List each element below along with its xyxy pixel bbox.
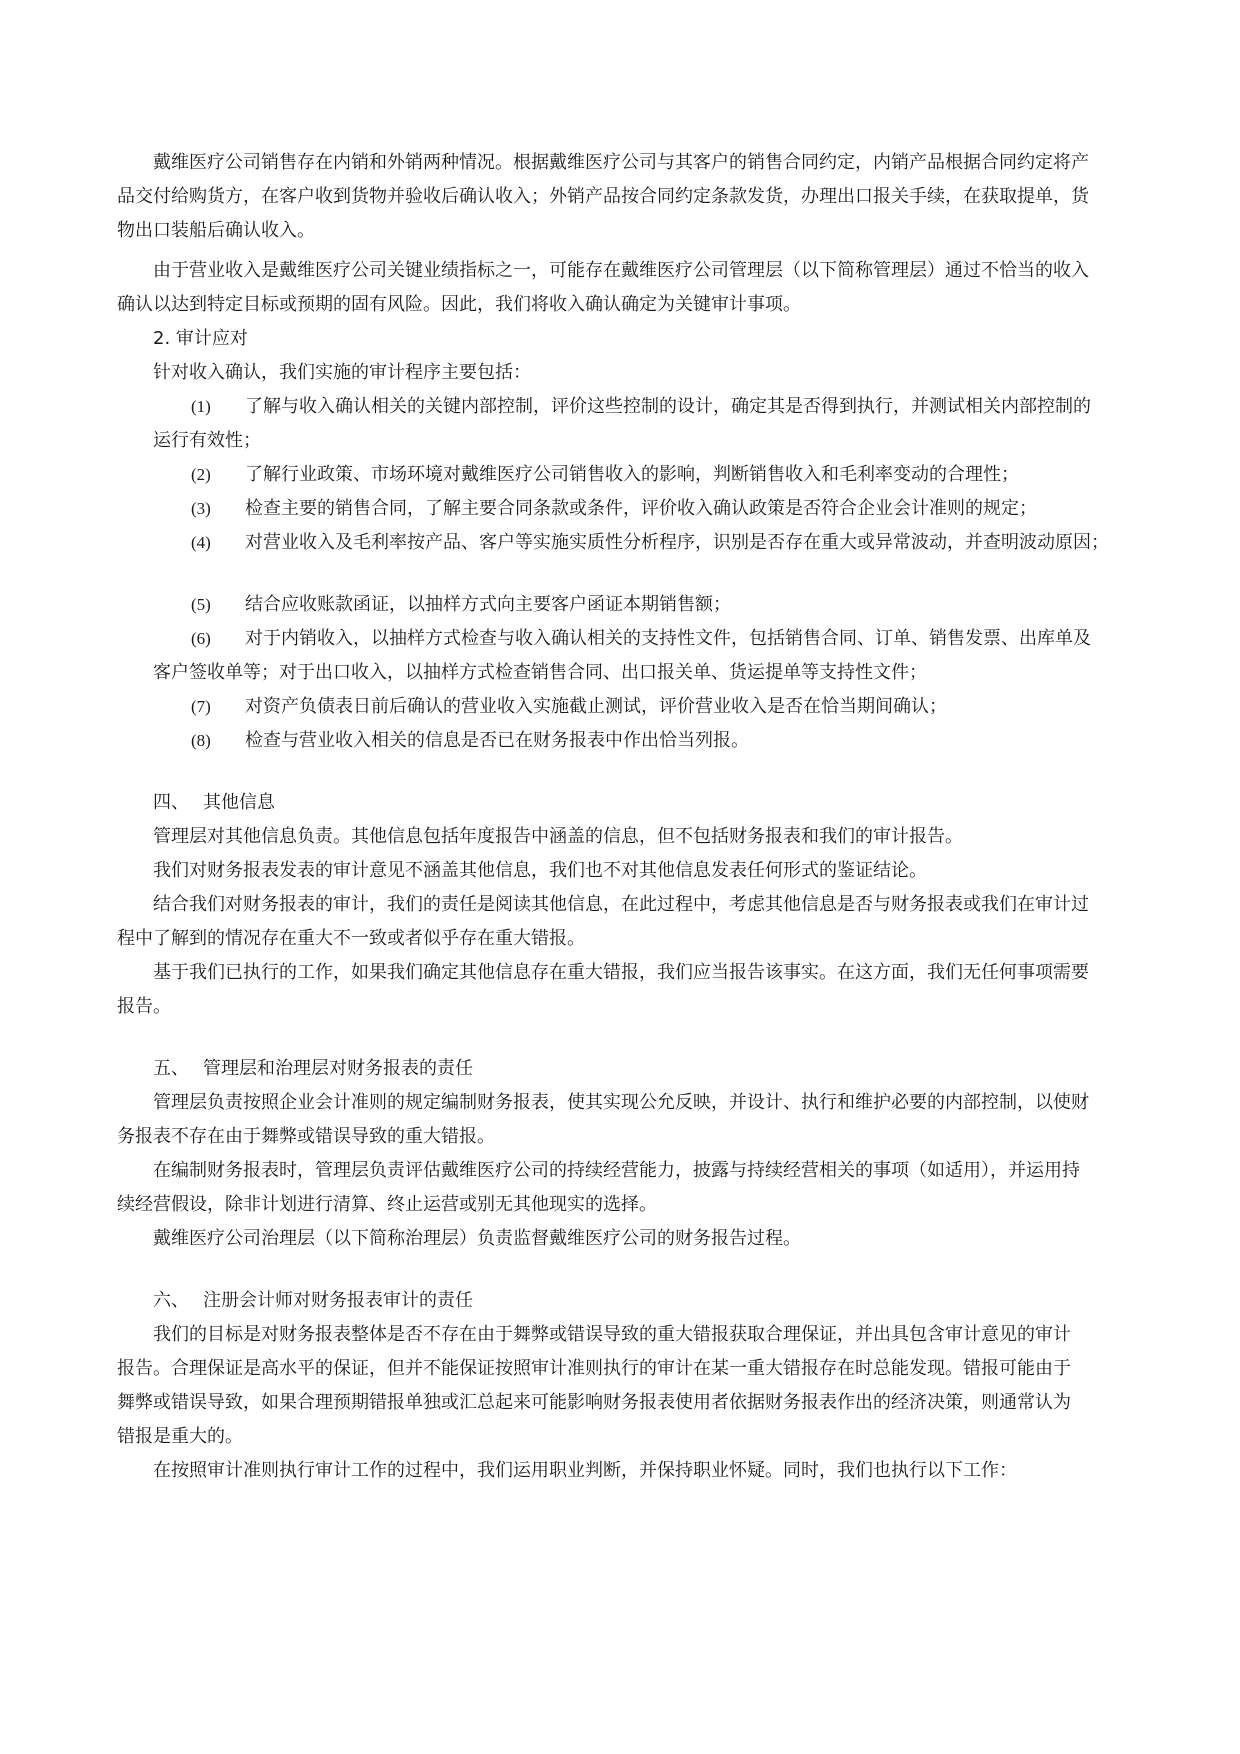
list-item-text: 检查主要的销售合同，了解主要合同条款或条件，评价收入确认政策是否符合企业会计准则的规定； [245,498,1037,519]
section-heading [117,1052,1132,1086]
text-line: 报告。 [117,996,171,1017]
list-item-number: (4) [191,533,211,552]
paragraph: 戴维医疗公司治理层（以下简称治理层）负责监督戴维医疗公司的财务报告过程。 [153,1228,801,1249]
list-item [117,458,1132,492]
list-item-number: (7) [191,697,211,716]
audit-response-lead: 针对收入确认，我们实施的审计程序主要包括： [153,362,531,383]
paragraph [117,1086,1132,1154]
text-line: 续经营假设，除非计划进行清算、终止运营或别无其他现实的选择。 [117,1194,657,1215]
text-line: 程中了解到的情况存在重大不一致或者似乎存在重大错报。 [117,928,585,949]
list-item-number: (3) [191,499,211,518]
list-item-number: (1) [191,397,211,416]
text-line: 由于营业收入是戴维医疗公司关键业绩指标之一，可能存在戴维医疗公司管理层（以下简称管理层）通过不恰当的收入 [153,260,1089,281]
list-item-text: 检查与营业收入相关的信息是否已在财务报表中作出恰当列报。 [245,730,749,751]
text-line: 我们的目标是对财务报表整体是否不存在由于舞弊或错误导致的重大错报获取合理保证，并出具包含审计意见的审计 [153,1324,1071,1345]
list-item-text: 对于内销收入，以抽样方式检查与收入确认相关的支持性文件，包括销售合同、订单、销售发票、出库单及 [245,628,1091,649]
text-line: 管理层负责按照企业会计准则的规定编制财务报表，使其实现公允反映，并设计、执行和维护必要的内部控制，以使财 [153,1092,1089,1113]
paragraph [117,956,1132,1024]
section-heading [117,786,1132,820]
section-title: 注册会计师对财务报表审计的责任 [203,1290,473,1311]
list-item-number: (8) [191,731,211,750]
section-heading [117,1284,1132,1318]
list-item [117,724,1132,758]
paragraph [117,1154,1132,1222]
text-line: 品交付给购货方，在客户收到货物并验收后确认收入；外销产品按合同约定条款发货，办理出口报关手续，在获取提单，货 [117,186,1089,207]
list-item-continuation: 客户签收单等；对于出口收入，以抽样方式检查销售合同、出口报关单、货运提单等支持性文件； [153,662,927,683]
text-line: 戴维医疗公司销售存在内销和外销两种情况。根据戴维医疗公司与其客户的销售合同约定，内销产品根据合同约定将产 [153,152,1089,173]
list-item-text: 结合应收账款函证，以抽样方式向主要客户函证本期销售额； [245,594,731,615]
text-line: 舞弊或错误导致，如果合理预期错报单独或汇总起来可能影响财务报表使用者依据财务报表作出的经济决策，则通常认为 [117,1392,1071,1413]
list-item [117,690,1132,724]
list-item-continuation: 运行有效性； [153,430,261,451]
list-item-text: 对资产负债表日前后确认的营业收入实施截止测试，评价营业收入是否在恰当期间确认； [245,696,947,717]
list-item-text: 了解与收入确认相关的关键内部控制，评价这些控制的设计，确定其是否得到执行，并测试相关内部控制的 [245,396,1091,417]
list-item [117,622,1132,690]
text-line: 物出口装船后确认收入。 [117,220,315,241]
text-line: 基于我们已执行的工作，如果我们确定其他信息存在重大错报，我们应当报告该事实。在这方面，我们无任何事项需要 [153,962,1089,983]
audit-procedure-list [117,390,1132,758]
list-item [117,526,1132,560]
audit-response-heading: 2. 审计应对 [153,328,248,349]
paragraph: 我们对财务报表发表的审计意见不涵盖其他信息，我们也不对其他信息发表任何形式的鉴证结论。 [153,860,927,881]
paragraph [117,888,1132,956]
section-title: 管理层和治理层对财务报表的责任 [203,1058,473,1079]
document-page [117,146,1132,1488]
list-item-number: (6) [191,629,211,648]
text-line: 务报表不存在由于舞弊或错误导致的重大错报。 [117,1126,495,1147]
text-line: 在编制财务报表时，管理层负责评估戴维医疗公司的持续经营能力，披露与持续经营相关的事项（如适用），并运用持 [153,1160,1080,1181]
list-item-number: (2) [191,465,211,484]
text-line: 错报是重大的。 [117,1426,243,1447]
list-item [117,492,1132,526]
intro-paragraph-2 [117,254,1132,322]
text-line: 确认以达到特定目标或预期的固有风险。因此，我们将收入确认确定为关键审计事项。 [117,294,801,315]
paragraph: 在按照审计准则执行审计工作的过程中，我们运用职业判断，并保持职业怀疑。同时，我们也执行以下工作： [153,1460,1017,1481]
list-item [117,588,1132,622]
text-line: 报告。合理保证是高水平的保证，但并不能保证按照审计准则执行的审计在某一重大错报存在时总能发现。错报可能由于 [117,1358,1071,1379]
paragraph: 管理层对其他信息负责。其他信息包括年度报告中涵盖的信息，但不包括财务报表和我们的审计报告。 [153,826,963,847]
section-number: 四、 [153,792,189,813]
list-item-text: 了解行业政策、市场环境对戴维医疗公司销售收入的影响，判断销售收入和毛利率变动的合理性； [245,464,1019,485]
intro-paragraph-1 [117,146,1132,248]
list-item-number: (5) [191,595,211,614]
section-number: 五、 [153,1058,189,1079]
list-item [117,390,1132,458]
paragraph [117,1318,1132,1454]
section-title: 其他信息 [203,792,275,813]
text-line: 结合我们对财务报表的审计，我们的责任是阅读其他信息，在此过程中，考虑其他信息是否与财务报表或我们在审计过 [153,894,1089,915]
section-number: 六、 [153,1290,189,1311]
list-item-text: 对营业收入及毛利率按产品、客户等实施实质性分析程序，识别是否存在重大或异常波动，并查明波动原因； [245,532,1109,553]
